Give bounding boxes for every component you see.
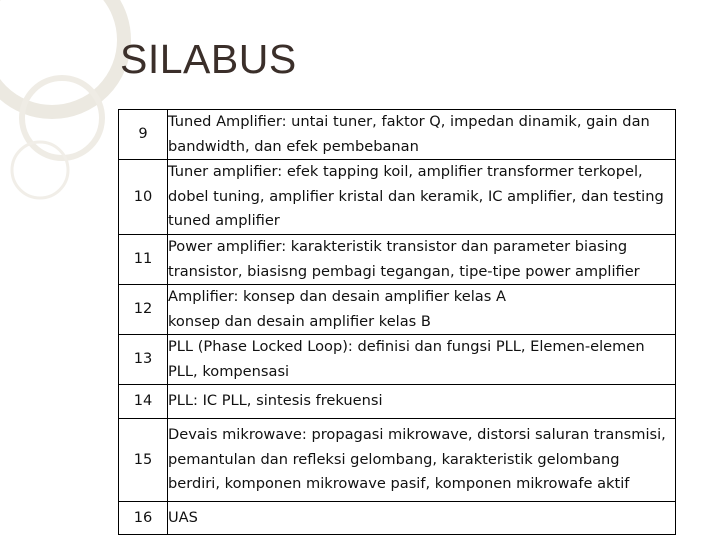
description-line: konsep dan desain amplifier kelas B <box>168 312 431 330</box>
description-line: Tuner amplifier: efek tapping koil, amplifier transformer terkopel, <box>168 163 643 181</box>
description-line: dobel tuning, amplifier kristal dan keramik, IC amplifier, dan testing <box>168 187 664 205</box>
session-number: 10 <box>119 160 168 235</box>
session-description <box>168 419 676 502</box>
session-description <box>168 235 676 285</box>
session-description <box>168 502 676 535</box>
syllabus-table <box>118 109 676 535</box>
session-number: 13 <box>119 335 168 385</box>
description-line: PLL (Phase Locked Loop): definisi dan fungsi PLL, Elemen-elemen <box>168 338 645 355</box>
description-line: PLL: IC PLL, sintesis frekuensi <box>168 392 383 410</box>
slide-title: SILABUS <box>120 36 297 82</box>
session-description <box>168 285 676 335</box>
session-number: 16 <box>119 502 168 535</box>
session-number: 9 <box>119 110 168 160</box>
session-description <box>168 385 676 419</box>
description-line: UAS <box>168 508 198 526</box>
table-row <box>119 385 676 419</box>
description-line: Tuned Amplifier: untai tuner, faktor Q, impedan dinamik, gain dan <box>168 113 650 130</box>
table-row <box>119 110 676 160</box>
description-line: Devais mikrowave: propagasi mikrowave, distorsi saluran transmisi, <box>168 426 666 444</box>
session-description <box>168 160 676 235</box>
description-line: Power amplifier: karakteristik transistor dan parameter biasing <box>168 238 628 255</box>
description-line: Amplifier: konsep dan desain amplifier kelas A <box>168 288 506 305</box>
description-line: berdiri, komponen mikrowave pasif, komponen mikrowafe aktif <box>168 475 630 493</box>
session-number: 12 <box>119 285 168 335</box>
description-line: pemantulan dan refleksi gelombang, karakteristik gelombang <box>168 450 620 468</box>
session-number: 15 <box>119 419 168 502</box>
table-row <box>119 235 676 285</box>
session-number: 14 <box>119 385 168 419</box>
session-number: 11 <box>119 235 168 285</box>
table-row <box>119 502 676 535</box>
session-description <box>168 110 676 160</box>
description-line: PLL, kompensasi <box>168 362 290 380</box>
table-row <box>119 160 676 235</box>
description-line: transistor, biasisng pembagi tegangan, tipe-tipe power amplifier <box>168 262 640 280</box>
description-line: bandwidth, dan efek pembebanan <box>168 137 419 155</box>
deco-circle-large <box>0 0 124 112</box>
table-row <box>119 285 676 335</box>
table-row <box>119 335 676 385</box>
description-line: tuned amplifier <box>168 212 280 230</box>
table-row <box>119 419 676 502</box>
session-description <box>168 335 676 385</box>
